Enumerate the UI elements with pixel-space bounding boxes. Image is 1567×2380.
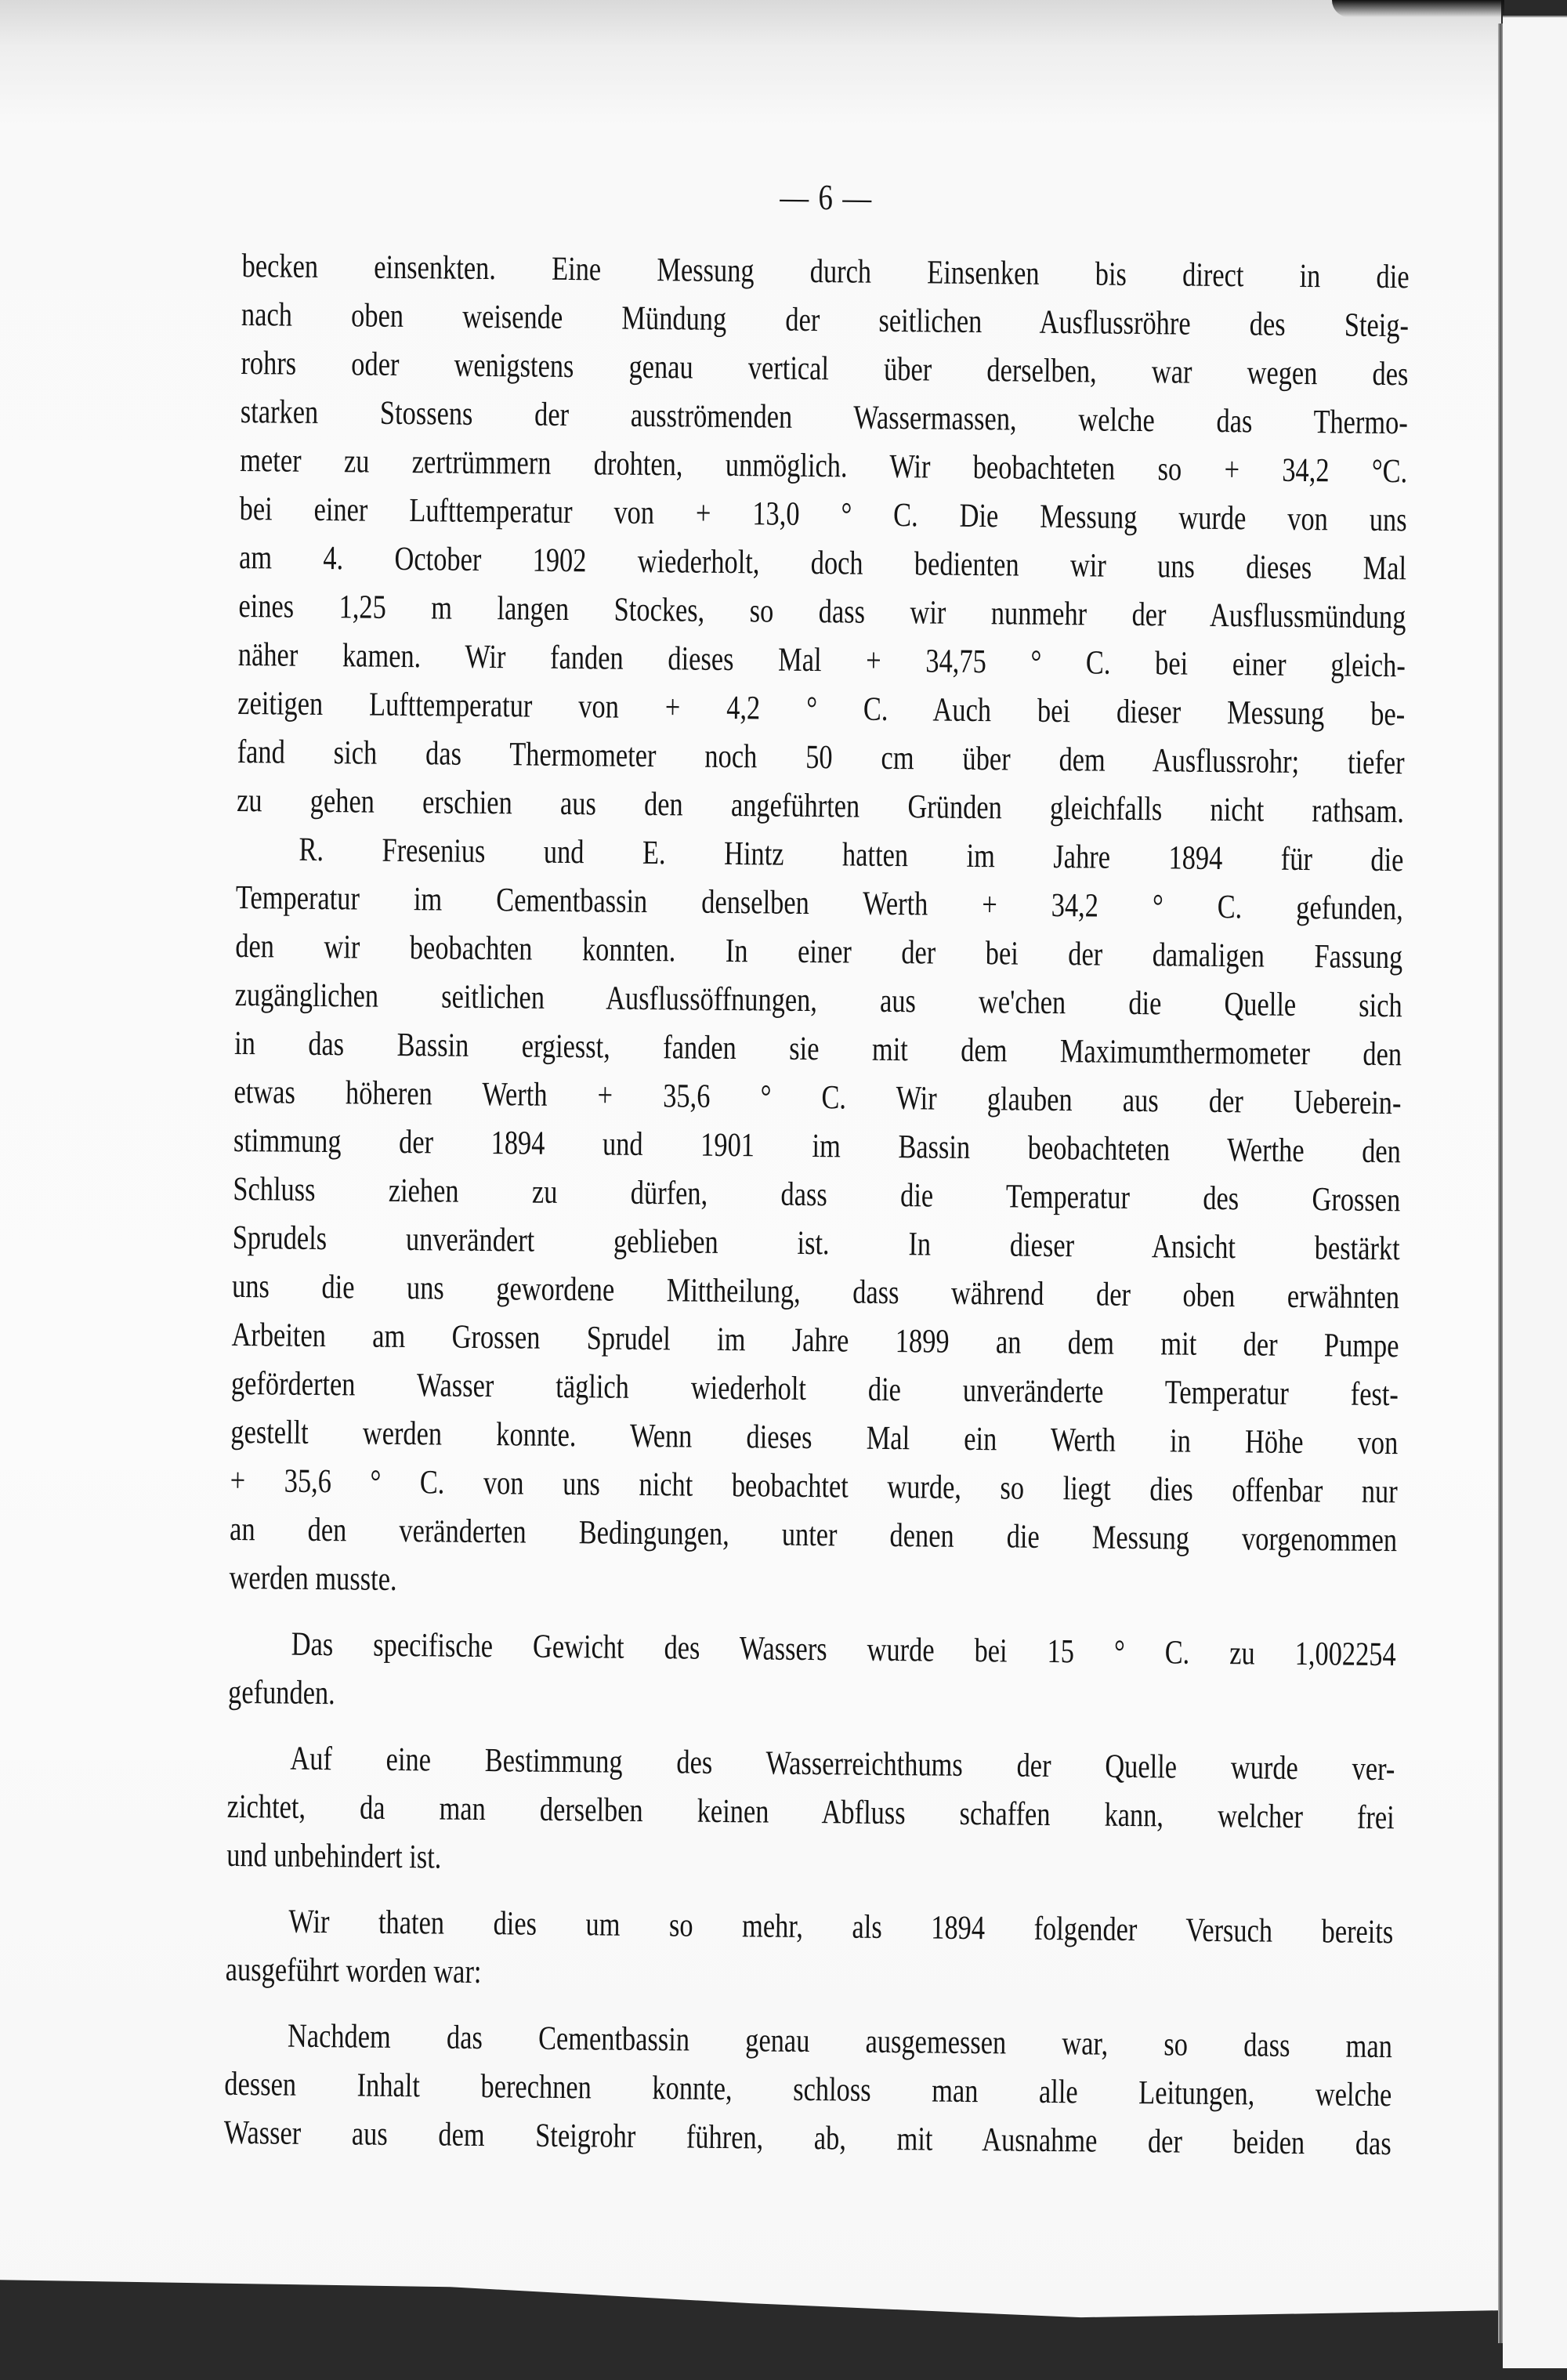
text-line: und unbehindert ist. [226, 1836, 442, 1876]
text-line: dessen Inhalt berechnen konnte, schloss man alle Leitungen, welche [224, 2065, 1392, 2114]
text-line: gefunden. [227, 1673, 336, 1712]
text-line: näher kamen. Wir fanden dieses Mal + 34,75 ° C. bei einer gleich- [237, 636, 1406, 685]
text-line: Temperatur im Cementbassin denselben Werth + 34,2 ° C. gefunden, [235, 878, 1404, 928]
text-line: fand sich das Thermometer noch 50 cm über dem Ausflussrohr; tiefer [237, 733, 1405, 782]
text-line: Das specifische Gewicht des Wassers wurde bei 15 ° C. zu 1,002254 [291, 1625, 1396, 1674]
text-line: Schluss ziehen zu dürfen, dass die Temperatur des Grossen [233, 1170, 1401, 1219]
text-line: eines 1,25 m langen Stockes, so dass wir nunmehr der Ausflussmündung [238, 587, 1406, 636]
paragraph [229, 825, 1403, 1614]
text-line: gestellt werden konnte. Wenn dieses Mal ein Werth in Höhe von [230, 1413, 1399, 1462]
text-line: Nachdem das Cementbassin genau ausgemessen war, so dass man [287, 2017, 1393, 2066]
text-line: Wir thaten dies um so mehr, als 1894 folgender Versuch bereits [288, 1903, 1394, 1951]
text-line: in das Bassin ergiesst, fanden sie mit dem Maximumthermometer den [233, 1024, 1402, 1074]
text-line: becken einsenkten. Eine Messung durch Einsenken bis direct in die [241, 247, 1410, 296]
adjacent-page-edge [1503, 16, 1567, 2368]
text-line: Arbeiten am Grossen Sprudel im Jahre 1899 an dem mit der Pumpe [231, 1316, 1399, 1365]
text-line: Wasser aus dem Steigrohr führen, ab, mit Ausnahme der beiden das [223, 2114, 1391, 2163]
paragraph [225, 1897, 1393, 2005]
text-line: etwas höheren Werth + 35,6 ° C. Wir glauben aus der Ueberein- [233, 1073, 1402, 1122]
text-line: ausgeführt worden war: [225, 1951, 482, 1991]
paragraph [237, 242, 1410, 836]
text-line: stimmung der 1894 und 1901 im Bassin beobachteten Werthe den [233, 1121, 1402, 1171]
page-corner-shadow [1332, 0, 1504, 17]
paragraph [226, 1734, 1395, 1891]
paragraph [228, 1620, 1396, 1728]
text-line: meter zu zertrümmern drohten, unmöglich. Wir beobachteten so + 34,2 °C. [240, 441, 1408, 491]
text-line: starken Stossens der ausströmenden Wassermassen, welche das Thermo- [240, 393, 1409, 442]
text-line: am 4. October 1902 wiederholt, doch bedienten wir uns dieses Mal [238, 538, 1407, 588]
text-line: bei einer Lufttemperatur von + 13,0 ° C. Die Messung wurde von uns [239, 490, 1407, 539]
text-line: zeitigen Lufttemperatur von + 4,2 ° C. Auch bei dieser Messung be- [237, 684, 1406, 734]
text-line: Sprudels unverändert geblieben ist. In dieser Ansicht bestärkt [232, 1219, 1400, 1268]
text-line: zugänglichen seitlichen Ausflussöffnungen, aus we'chen die Quelle sich [234, 976, 1402, 1025]
text-line: zichtet, da man derselben keinen Abfluss schaffen kann, welcher frei [226, 1788, 1395, 1837]
text-line: nach oben weisende Mündung der seitlichen Ausflussröhre des Steig- [241, 295, 1410, 345]
text-line: Auf eine Bestimmung des Wasserreichthums der Quelle wurde ver- [290, 1740, 1395, 1788]
text-line: rohrs oder wenigstens genau vertical über derselben, war wegen des [241, 344, 1409, 393]
page-text-block [223, 157, 1410, 2168]
text-line: werden musste. [229, 1559, 397, 1598]
text-line: an den veränderten Bedingungen, unter denen die Messung vorgenommen [229, 1510, 1398, 1559]
paragraph [223, 2012, 1392, 2168]
text-line: + 35,6 ° C. von uns nicht beobachtet wurde, so liegt dies offenbar nur [230, 1462, 1398, 1511]
text-line: geförderten Wasser täglich wiederholt die unveränderte Temperatur fest- [230, 1364, 1399, 1414]
text-line: den wir beobachten konnten. In einer der bei der damaligen Fassung [235, 927, 1403, 976]
text-line: zu gehen erschien aus den angeführten Gründen gleichfalls nicht rathsam. [236, 781, 1405, 831]
page-number: — 6 — [780, 176, 873, 218]
scanner-bed-shadow [0, 2309, 1567, 2380]
text-line: uns die uns gewordene Mittheilung, dass während der oben erwähnten [231, 1267, 1400, 1317]
text-line: R. Fresenius und E. Hintz hatten im Jahre 1894 für die [299, 831, 1404, 879]
